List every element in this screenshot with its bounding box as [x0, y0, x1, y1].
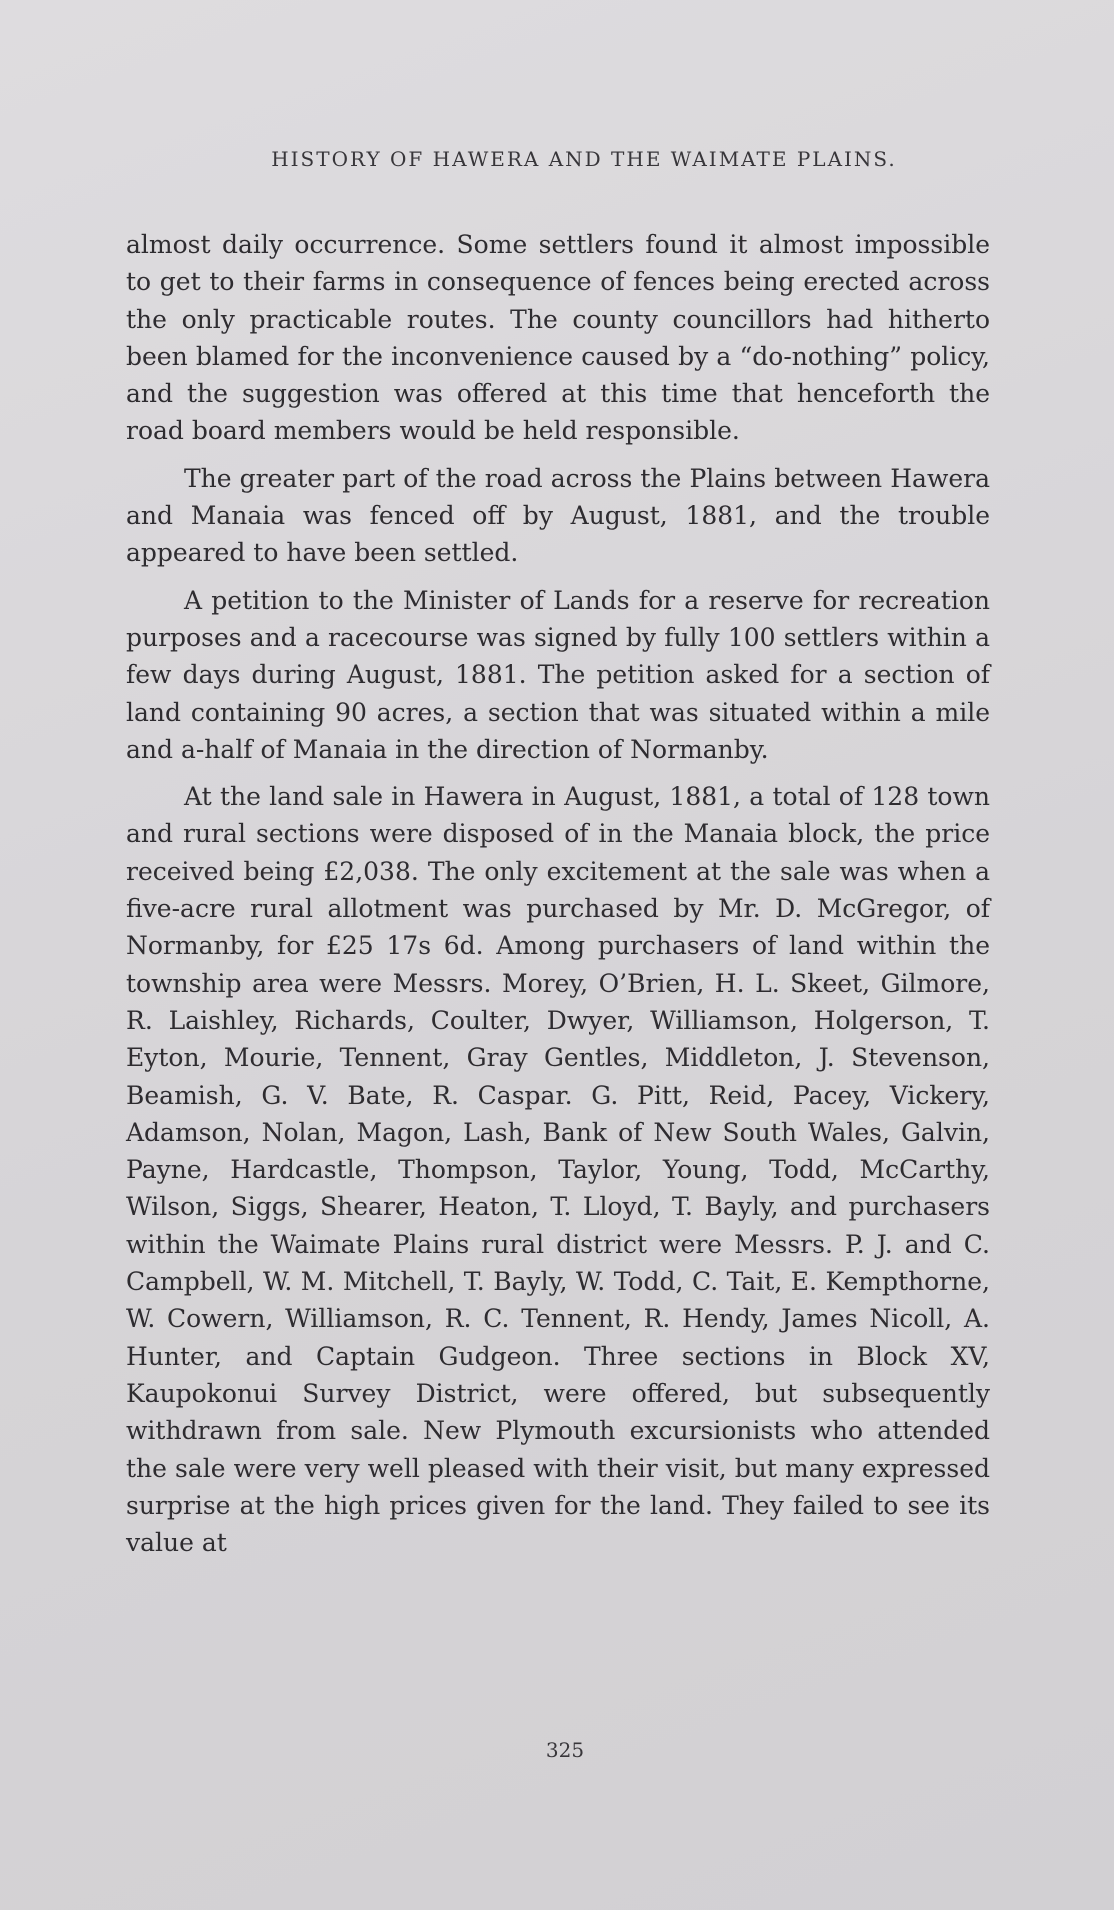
page-number: 325 — [545, 1738, 585, 1762]
paragraph-petition: A petition to the Minister of Lands for a reserve for recreation purposes and a racecourse was signed by fully 100 settlers within a few days during August, 1881. The petition asked for a section of land containing 90 acres, a section that was situated within a mile and a-half of Manaia in the direction of Normanby. — [126, 585, 990, 764]
paragraph-continued: almost daily occurrence. Some settlers found it almost impossible to get to their farms in consequence of fences being erected across the only practicable routes. The county councillors had hitherto been blamed for the inconvenience caused by a “do-nothing” policy, and the suggestion was offered at this time that henceforth the road board members would be held responsible. — [126, 230, 990, 446]
running-title: HISTORY OF HAWERA AND THE WAIMATE PLAINS. — [271, 147, 897, 171]
paragraph-road-fencing: The greater part of the road across the Plains between Hawera and Manaia was fenced off by August, 1881, and the trouble appeared to have been settled. — [126, 463, 990, 568]
body-text — [126, 226, 990, 1561]
paragraph-land-sale: At the land sale in Hawera in August, 1881, a total of 128 town and rural sections were disposed of in the Manaia block, the price received being £2,038. The only excitement at the sale was when a five-acre rural allotment was purchased by Mr. D. McGregor, of Normanby, for £25 17s 6d. Among purchasers of land within the township area were Messrs. Morey, O’Brien, H. L. Skeet, Gilmore, R. Laishley, Richards, Coulter, Dwyer, Williamson, Holgerson, T. Eyton, Mourie, Tennent, Gray Gentles, Middleton, J. Stevenson, Beamish, G. V. Bate, R. Caspar. G. Pitt, Reid, Pacey, Vickery, Adamson, Nolan, Magon, Lash, Bank of New South Wales, Galvin, Payne, Hardcastle, Thompson, Taylor, Young, Todd, McCarthy, Wilson, Siggs, Shearer, Heaton, T. Lloyd, T. Bayly, and purchasers within the Waimate Plains rural district were Messrs. P. J. and C. Campbell, W. M. Mitchell, T. Bayly, W. Todd, C. Tait, E. Kempthorne, W. Cowern, Williamson, R. C. Tennent, R. Hendy, James Nicoll, A. Hunter, and Captain Gudgeon. Three sections in Block XV, Kaupokonui Survey District, were offered, but subsequently withdrawn from sale. New Plymouth excursionists who attended the sale were very well pleased with their visit, but many expressed surprise at the high prices given for the land. They failed to see its value at — [126, 782, 990, 1558]
